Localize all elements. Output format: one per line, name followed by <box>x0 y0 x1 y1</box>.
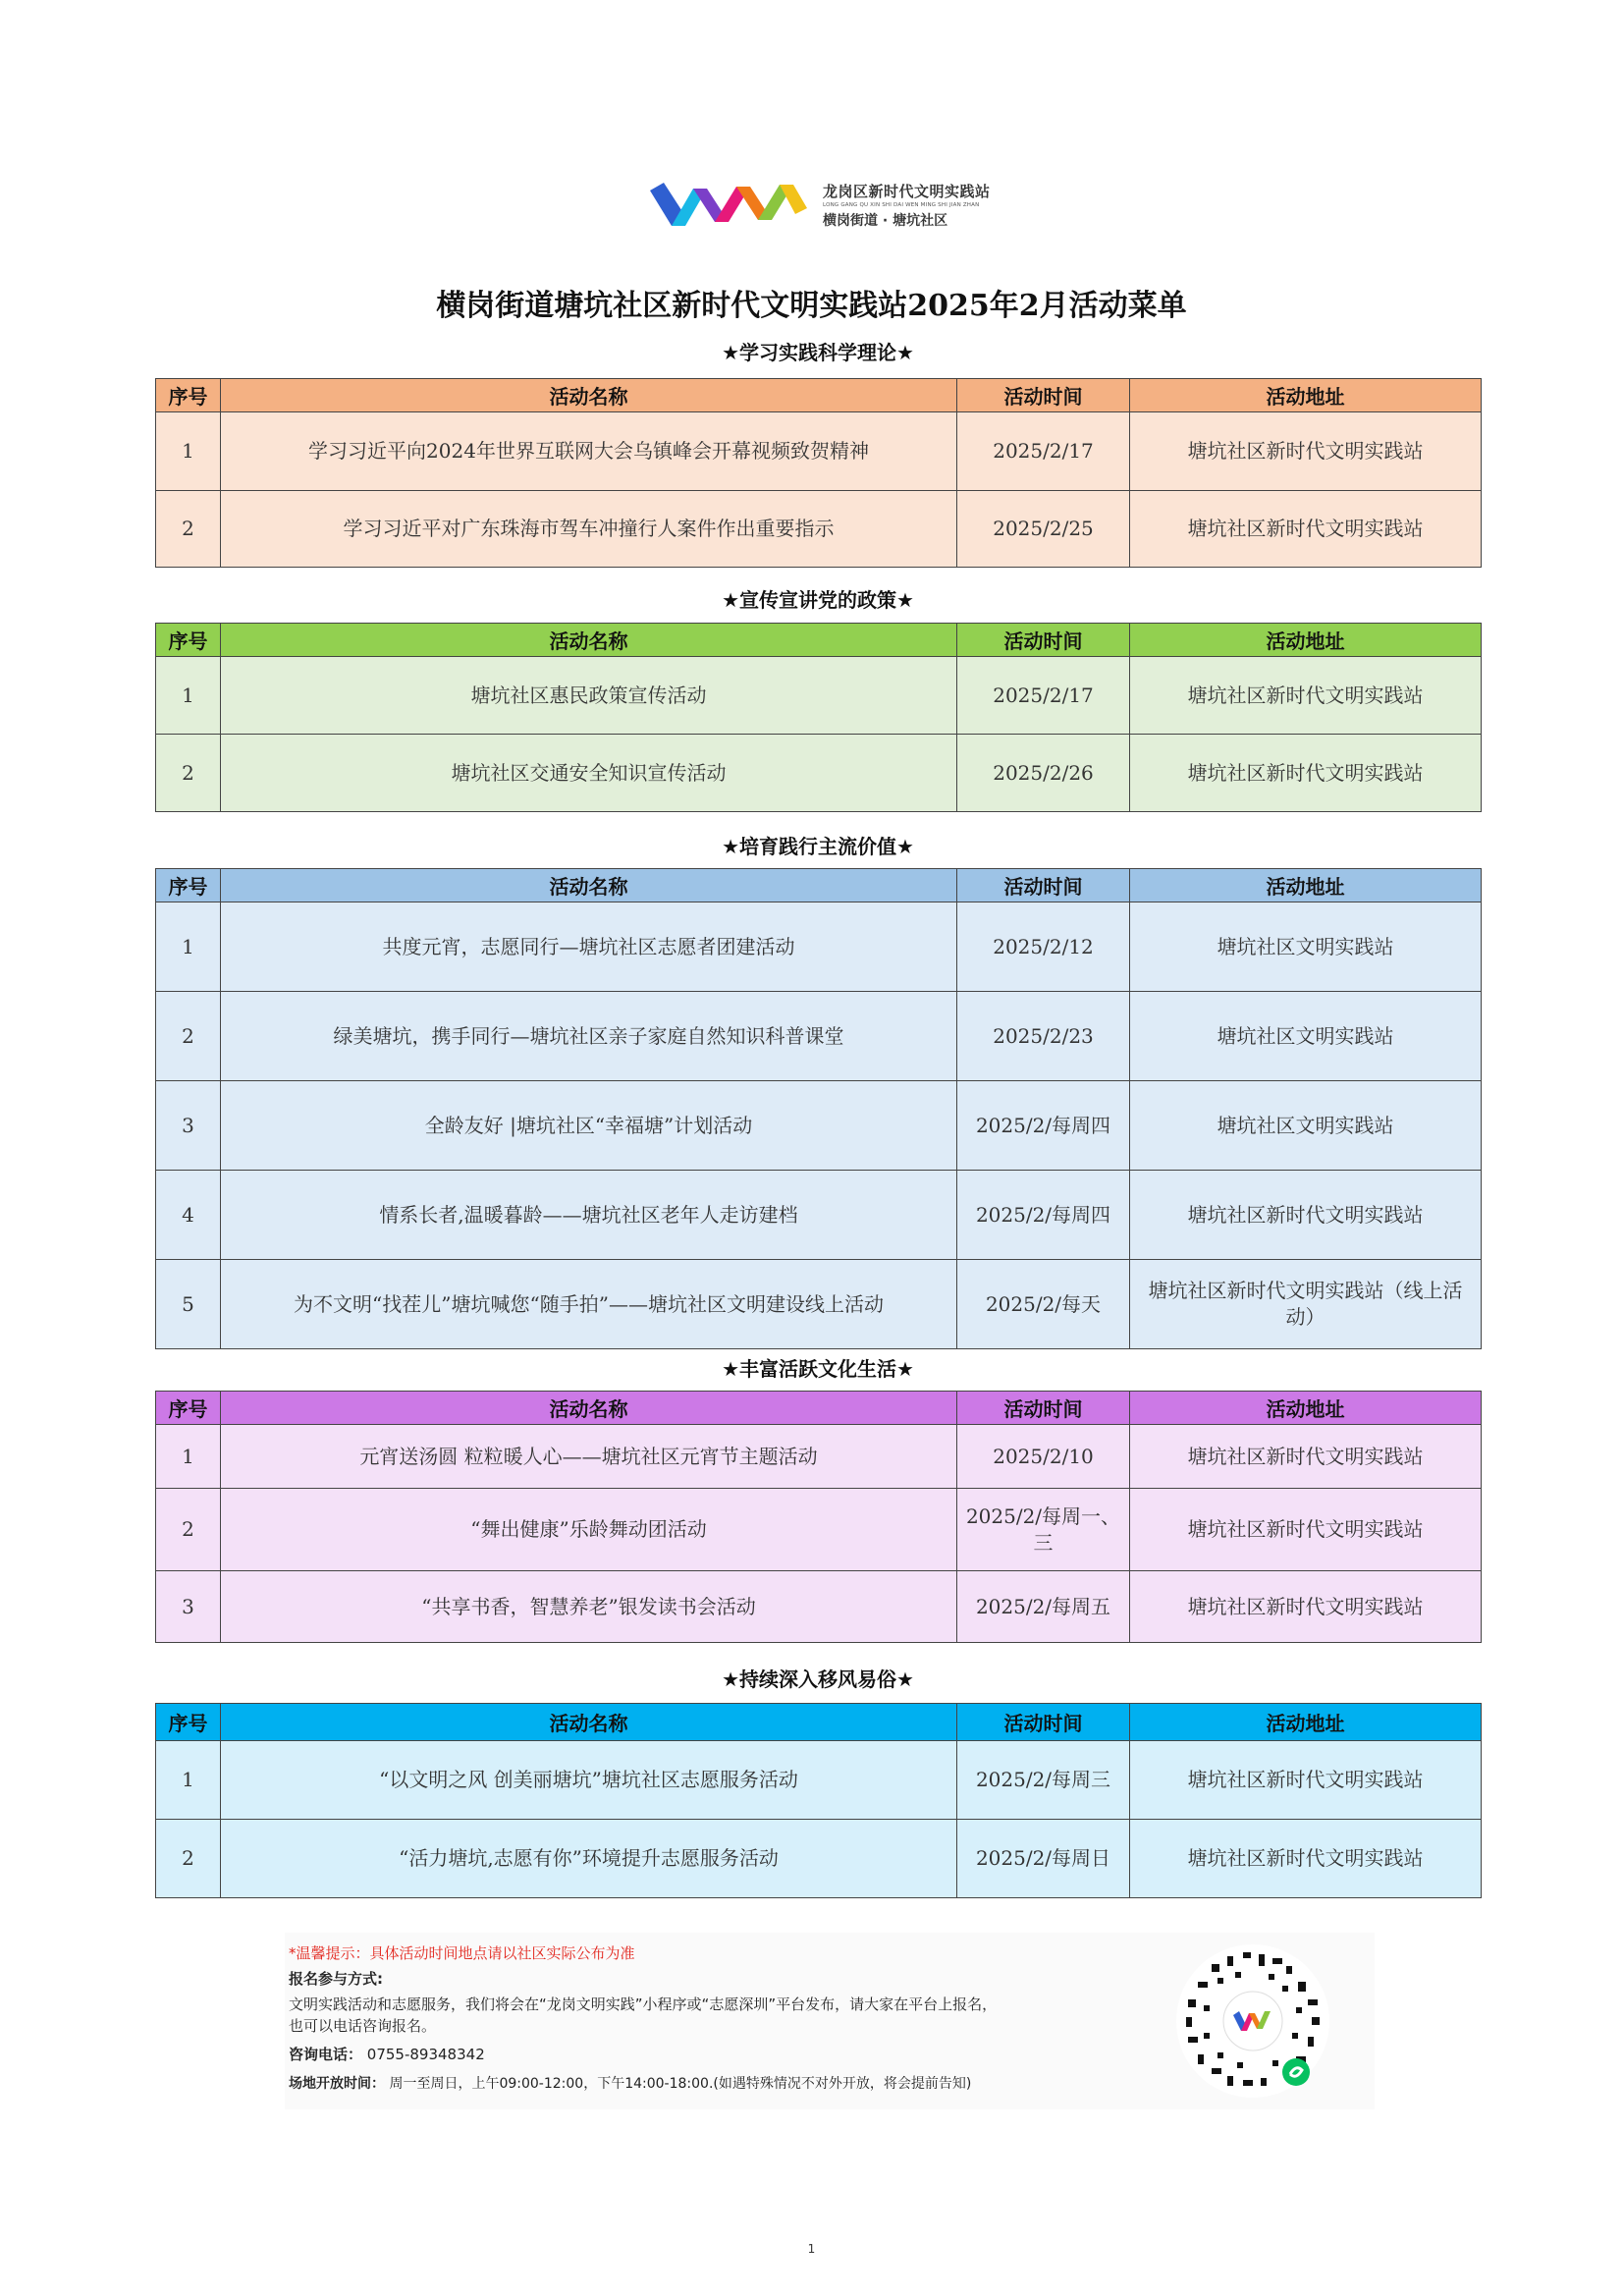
ribbon-logo-icon <box>650 179 809 230</box>
row-no: 5 <box>156 1260 221 1349</box>
header-no: 序号 <box>156 379 221 412</box>
row-no: 2 <box>156 1489 221 1571</box>
section-title-4: ★丰富活跃文化生活★ <box>722 1357 914 1381</box>
section-title-3: ★培育践行主流价值★ <box>722 835 914 858</box>
row-time: 2025/2/每周三 <box>957 1741 1130 1820</box>
mini-program-qr-icon <box>1174 1942 1331 2100</box>
row-place: 塘坑社区新时代文明实践站 <box>1130 1489 1482 1571</box>
row-place: 塘坑社区新时代文明实践站 <box>1130 1425 1482 1489</box>
row-time: 2025/2/17 <box>957 412 1130 491</box>
table-row <box>156 1081 1482 1171</box>
activity-table-5 <box>155 1703 1482 1898</box>
row-no: 2 <box>156 1820 221 1898</box>
row-time: 2025/2/每周五 <box>957 1571 1130 1643</box>
row-name: 元宵送汤圆 粒粒暖人心——塘坑社区元宵节主题活动 <box>221 1425 957 1489</box>
row-time: 2025/2/每周四 <box>957 1081 1130 1171</box>
header-time: 活动时间 <box>957 379 1130 412</box>
page-title: 横岗街道塘坑社区新时代文明实践站2025年2月活动菜单 <box>436 289 1187 323</box>
row-name: 学习习近平对广东珠海市驾车冲撞行人案件作出重要指示 <box>221 491 957 568</box>
row-place: 塘坑社区新时代文明实践站 <box>1130 412 1482 491</box>
header-no: 序号 <box>156 1704 221 1741</box>
phone-label: 咨询电话： <box>289 2046 363 2063</box>
warm-tip: *温馨提示：具体活动时间地点请以社区实际公布为准 <box>289 1944 635 1962</box>
table-row <box>156 992 1482 1081</box>
row-time: 2025/2/10 <box>957 1425 1130 1489</box>
row-place: 塘坑社区新时代文明实践站 <box>1130 491 1482 568</box>
row-time: 2025/2/每周日 <box>957 1820 1130 1898</box>
table-row <box>156 1741 1482 1820</box>
row-name: “活力塘坑,志愿有你”环境提升志愿服务活动 <box>221 1820 957 1898</box>
row-no: 3 <box>156 1081 221 1171</box>
signup-text-line1: 文明实践活动和志愿服务，我们将会在“龙岗文明实践”小程序或“志愿深圳”平台发布，请大家在平台上报名， <box>289 1995 998 2013</box>
row-no: 1 <box>156 1741 221 1820</box>
row-time: 2025/2/每周四 <box>957 1171 1130 1260</box>
section-title-1: ★学习实践科学理论★ <box>722 341 914 364</box>
table-header <box>156 624 1482 657</box>
activity-table-1 <box>155 378 1482 568</box>
header-name: 活动名称 <box>221 379 957 412</box>
row-name: “以文明之风 创美丽塘坑”塘坑社区志愿服务活动 <box>221 1741 957 1820</box>
row-place: 塘坑社区新时代文明实践站 <box>1130 1820 1482 1898</box>
row-time: 2025/2/17 <box>957 657 1130 735</box>
row-name: 情系长者,温暖暮龄——塘坑社区老年人走访建档 <box>221 1171 957 1260</box>
header-place: 活动地址 <box>1130 624 1482 657</box>
signup-text-line2: 也可以电话咨询报名。 <box>289 2017 437 2035</box>
row-no: 1 <box>156 657 221 735</box>
section-title-2: ★宣传宣讲党的政策★ <box>722 588 914 612</box>
activity-table-3 <box>155 868 1482 1349</box>
table-row <box>156 902 1482 992</box>
logo-subtitle: 横岗街道 · 塘坑社区 <box>823 213 948 229</box>
table-row <box>156 1571 1482 1643</box>
row-no: 2 <box>156 992 221 1081</box>
table-row <box>156 1260 1482 1349</box>
row-no: 4 <box>156 1171 221 1260</box>
row-name: “共享书香，智慧养老”银发读书会活动 <box>221 1571 957 1643</box>
logo-name: 龙岗区新时代文明实践站 <box>823 183 991 200</box>
table-header <box>156 379 1482 412</box>
row-place: 塘坑社区新时代文明实践站 <box>1130 735 1482 812</box>
table-header <box>156 869 1482 902</box>
signup-info-panel <box>285 1933 1375 2109</box>
row-no: 3 <box>156 1571 221 1643</box>
hours-label: 场地开放时间： <box>289 2076 385 2092</box>
row-name: 绿美塘坑，携手同行—塘坑社区亲子家庭自然知识科普课堂 <box>221 992 957 1081</box>
row-no: 1 <box>156 902 221 992</box>
table-row <box>156 1171 1482 1260</box>
row-no: 1 <box>156 1425 221 1489</box>
row-place: 塘坑社区新时代文明实践站（线上活动） <box>1130 1260 1482 1349</box>
header-time: 活动时间 <box>957 1392 1130 1425</box>
header-name: 活动名称 <box>221 624 957 657</box>
phone-number: 0755-89348342 <box>366 2046 485 2063</box>
table-row <box>156 1820 1482 1898</box>
row-name: “舞出健康”乐龄舞动团活动 <box>221 1489 957 1571</box>
section-title-5: ★持续深入移风易俗★ <box>722 1667 914 1691</box>
row-name: 学习习近平向2024年世界互联网大会乌镇峰会开幕视频致贺精神 <box>221 412 957 491</box>
header-name: 活动名称 <box>221 1392 957 1425</box>
table-row <box>156 1425 1482 1489</box>
row-time: 2025/2/25 <box>957 491 1130 568</box>
table-row <box>156 735 1482 812</box>
header-place: 活动地址 <box>1130 869 1482 902</box>
activity-table-2 <box>155 623 1482 812</box>
table-header <box>156 1704 1482 1741</box>
activity-table-4 <box>155 1391 1482 1643</box>
row-place: 塘坑社区文明实践站 <box>1130 992 1482 1081</box>
table-header <box>156 1392 1482 1425</box>
row-name: 共度元宵，志愿同行—塘坑社区志愿者团建活动 <box>221 902 957 992</box>
table-row <box>156 1489 1482 1571</box>
row-no: 2 <box>156 735 221 812</box>
logo-pinyin: LONG GANG QU XIN SHI DAI WEN MING SHI JIAN ZHAN <box>823 202 980 208</box>
row-time: 2025/2/26 <box>957 735 1130 812</box>
header-time: 活动时间 <box>957 869 1130 902</box>
row-place: 塘坑社区新时代文明实践站 <box>1130 1571 1482 1643</box>
header-no: 序号 <box>156 869 221 902</box>
row-place: 塘坑社区文明实践站 <box>1130 902 1482 992</box>
header-place: 活动地址 <box>1130 379 1482 412</box>
row-time: 2025/2/每天 <box>957 1260 1130 1349</box>
header-name: 活动名称 <box>221 869 957 902</box>
header-no: 序号 <box>156 1392 221 1425</box>
header-place: 活动地址 <box>1130 1704 1482 1741</box>
row-place: 塘坑社区文明实践站 <box>1130 1081 1482 1171</box>
header-no: 序号 <box>156 624 221 657</box>
row-time: 2025/2/23 <box>957 992 1130 1081</box>
row-place: 塘坑社区新时代文明实践站 <box>1130 1741 1482 1820</box>
header-name: 活动名称 <box>221 1704 957 1741</box>
row-time: 2025/2/每周一、三 <box>957 1489 1130 1571</box>
row-time: 2025/2/12 <box>957 902 1130 992</box>
table-row <box>156 491 1482 568</box>
table-row <box>156 412 1482 491</box>
page-number: 1 <box>807 2242 816 2256</box>
row-name: 塘坑社区惠民政策宣传活动 <box>221 657 957 735</box>
row-place: 塘坑社区新时代文明实践站 <box>1130 657 1482 735</box>
header-time: 活动时间 <box>957 624 1130 657</box>
row-name: 塘坑社区交通安全知识宣传活动 <box>221 735 957 812</box>
row-no: 1 <box>156 412 221 491</box>
row-name: 为不文明“找茬儿”塘坑喊您“随手拍”——塘坑社区文明建设线上活动 <box>221 1260 957 1349</box>
row-no: 2 <box>156 491 221 568</box>
row-place: 塘坑社区新时代文明实践站 <box>1130 1171 1482 1260</box>
signup-label: 报名参与方式: <box>289 1970 383 1988</box>
opening-hours: 周一至周日，上午09:00-12:00，下午14:00-18:00.(如遇特殊情况不对外开放，将会提前告知) <box>389 2076 972 2092</box>
header-time: 活动时间 <box>957 1704 1130 1741</box>
brand-logo <box>650 179 1023 230</box>
row-name: 全龄友好 |塘坑社区“幸福塘”计划活动 <box>221 1081 957 1171</box>
table-row <box>156 657 1482 735</box>
header-place: 活动地址 <box>1130 1392 1482 1425</box>
